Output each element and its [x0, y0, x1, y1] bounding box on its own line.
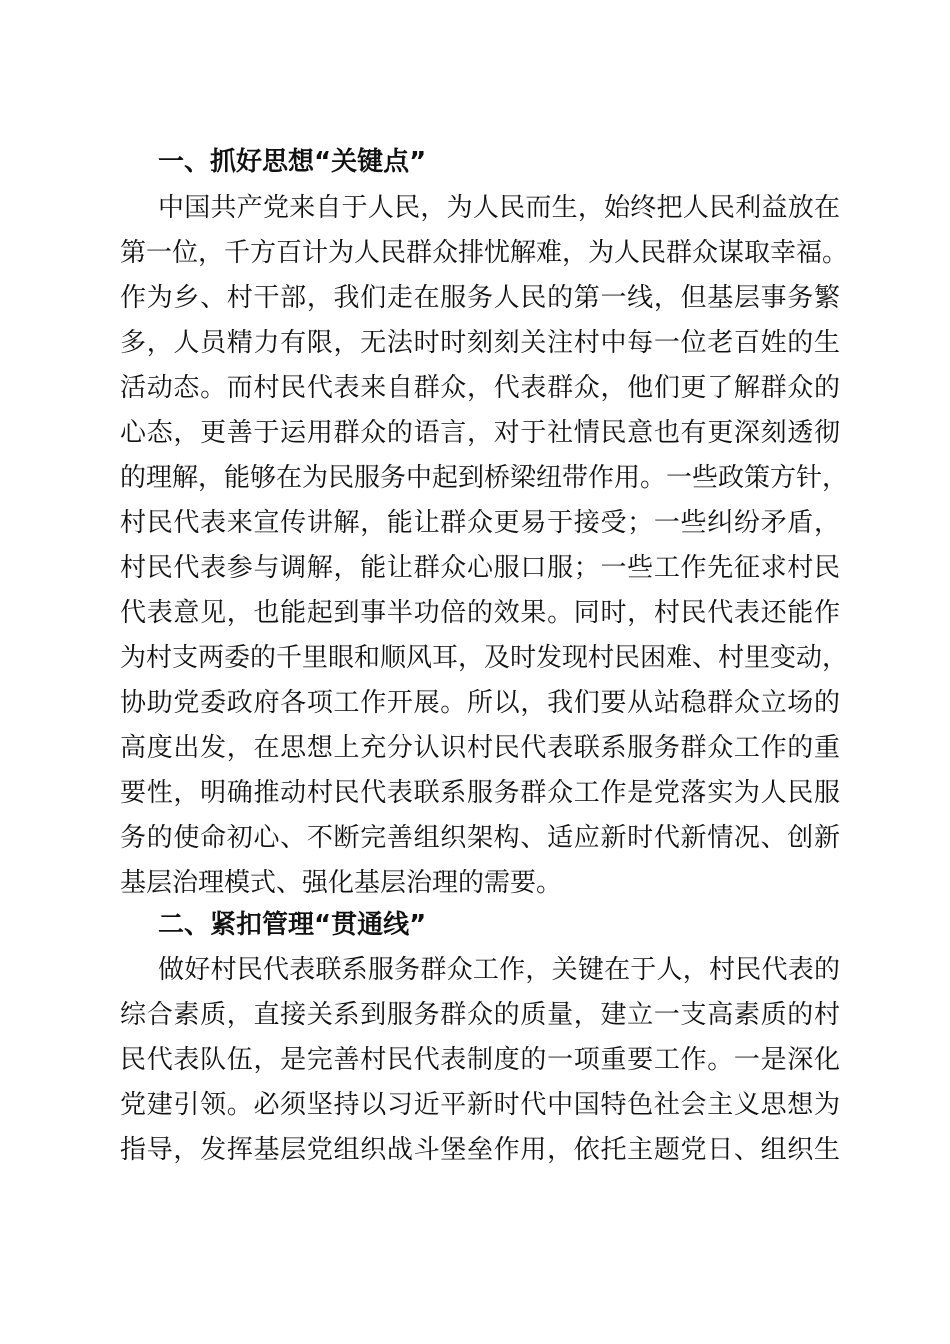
paragraph-line: 协助党委政府各项工作开展。所以，我们要从站稳群众立场的 [120, 688, 840, 718]
paragraph-line: 基层治理模式、强化基层治理的需要。 [120, 868, 563, 898]
paragraph-line: 第一位，千方百计为人民群众排忧解难，为人民群众谋取幸福。 [120, 238, 849, 268]
paragraph-line: 村民代表来宣传讲解，能让群众更易于接受；一些纠纷矛盾， [120, 508, 840, 538]
paragraph-line: 做好村民代表联系服务群众工作，关键在于人，村民代表的 [158, 955, 840, 985]
paragraph-line: 指导，发挥基层党组织战斗堡垒作用，依托主题党日、组织生 [120, 1135, 840, 1165]
paragraph-line: 心态，更善于运用群众的语言，对于社情民意也有更深刻透彻 [120, 418, 840, 448]
paragraph-line: 多，人员精力有限，无法时时刻刻关注村中每一位老百姓的生 [120, 328, 840, 358]
paragraph-line: 村民代表参与调解，能让群众心服口服；一些工作先征求村民 [120, 553, 840, 583]
paragraph-line: 党建引领。必须坚持以习近平新时代中国特色社会主义思想为 [120, 1090, 840, 1120]
section-1-heading: 一、抓好思想“关键点” [158, 147, 427, 177]
paragraph-line: 作为乡、村干部，我们走在服务人民的第一线，但基层事务繁 [120, 283, 840, 313]
paragraph-line: 活动态。而村民代表来自群众，代表群众，他们更了解群众的 [120, 373, 840, 403]
paragraph-line: 综合素质，直接关系到服务群众的质量，建立一支高素质的村 [120, 1000, 840, 1030]
paragraph-line: 民代表队伍，是完善村民代表制度的一项重要工作。一是深化 [120, 1045, 840, 1075]
paragraph-line: 为村支两委的千里眼和顺风耳，及时发现村民困难、村里变动， [120, 643, 849, 673]
paragraph-line: 的理解，能够在为民服务中起到桥梁纽带作用。一些政策方针， [120, 463, 849, 493]
paragraph-line: 中国共产党来自于人民，为人民而生，始终把人民利益放在 [158, 193, 840, 223]
section-2-heading: 二、紧扣管理“贯通线” [158, 910, 427, 940]
paragraph-line: 高度出发，在思想上充分认识村民代表联系服务群众工作的重 [120, 733, 840, 763]
paragraph-line: 要性，明确推动村民代表联系服务群众工作是党落实为人民服 [120, 778, 840, 808]
paragraph-line: 务的使命初心、不断完善组织架构、适应新时代新情况、创新 [120, 823, 840, 853]
paragraph-line: 代表意见，也能起到事半功倍的效果。同时，村民代表还能作 [120, 598, 840, 628]
